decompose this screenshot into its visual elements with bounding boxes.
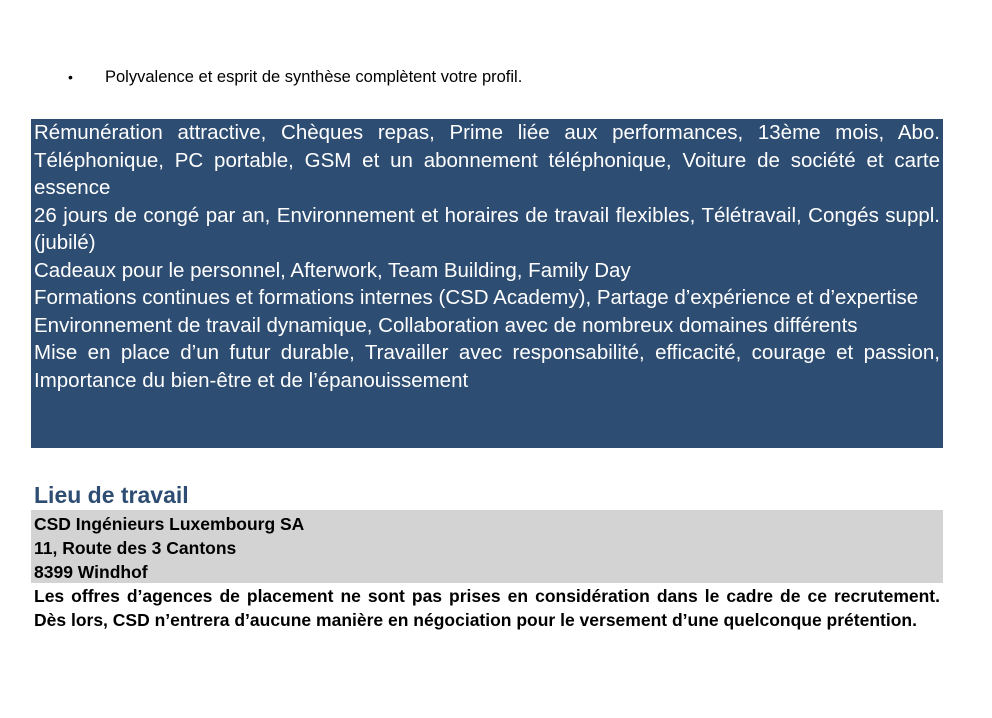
bullet-icon: • xyxy=(68,69,73,85)
agency-notice: Les offres d’agences de placement ne sont pas prises en considération dans le cadre de ce recrutement. Dès lors, CSD n’entrera d’aucune manière en négociation pour le versement d’une quelconque prétention. xyxy=(34,586,940,630)
benefit-item-training: Formations continues et formations internes (CSD Academy), Partage d’expérience et d’expertise xyxy=(34,286,919,309)
benefit-item-sustainability: Mise en place d’un futur durable, Travailler avec responsabilité, efficacité, courage et passion, Importance du bien-être et de l’épanouissement xyxy=(34,341,940,392)
benefit-item-compensation: Rémunération attractive, Chèques repas, Prime liée aux performances, 13ème mois, Abo. Téléphonique, PC portable, GSM et un abonnement téléphonique, Voiture de société et carte essence xyxy=(34,121,940,199)
profile-bullet-item xyxy=(68,66,522,88)
address-city: 8399 Windhof xyxy=(34,562,148,582)
profile-bullet-text: Polyvalence et esprit de synthèse complètent votre profil. xyxy=(105,68,523,86)
address-street: 11, Route des 3 Cantons xyxy=(34,538,237,558)
benefits-box xyxy=(31,119,943,448)
benefit-item-environment: Environnement de travail dynamique, Collaboration avec de nombreux domaines différents xyxy=(34,313,858,337)
workplace-address-box xyxy=(31,510,943,583)
benefit-item-leave: 26 jours de congé par an, Environnement et horaires de travail flexibles, Télétravail, Congés suppl. (jubilé) xyxy=(34,203,940,254)
workplace-section-title: Lieu de travail xyxy=(34,482,189,508)
address-company: CSD Ingénieurs Luxembourg SA xyxy=(34,514,305,534)
benefit-item-events: Cadeaux pour le personnel, Afterwork, Team Building, Family Day xyxy=(34,258,631,282)
